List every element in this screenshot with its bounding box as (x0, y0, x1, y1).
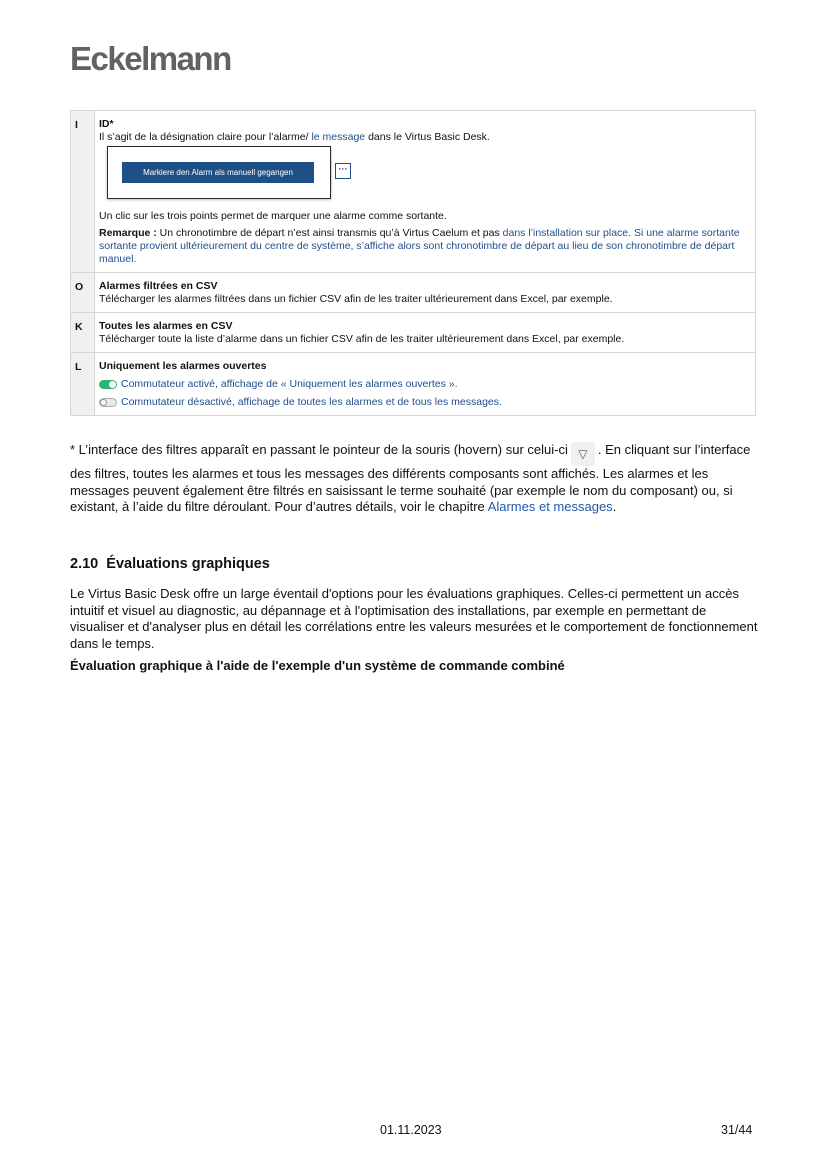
remark: Remarque : Un chronotimbre de départ n’est ainsi transmis qu’à Virtus Caelum et pas dans l’installation sur place. Si une alarme sortante sortante provient ultérieurement du centre de système, s’affiche alors sont chronotimbre de départ au lieu de son chronotimbre de départ manuel. (99, 227, 740, 265)
legend-key: K (71, 313, 95, 353)
toggle-off-line: Commutateur désactivé, affichage de toutes les alarmes et de tous les messages. (99, 396, 749, 409)
alarms-messages-link[interactable]: Alarmes et messages (487, 499, 613, 514)
footer-page-number: 31/44 (721, 1123, 753, 1137)
legend-key: O (71, 273, 95, 313)
footnote-paragraph: * L’interface des filtres apparaît en passant le pointeur de la souris (hovern) sur celui-ci ▽ . En cliquant sur l’interface des filtres, toutes les alarmes et tous les messages des différents composants sont affichés. Les alarmes et les messages peuvent également être filtrés en saisissant le terme souhaité (par exemple le nom du composant) ou, si existant, à l’aide du filtre déroulant. Pour d’autres détails, voir le chapitre Alarmes et messages. (70, 442, 751, 514)
embedded-screenshot (107, 146, 369, 204)
legend-row-k (71, 313, 756, 353)
more-options-button[interactable]: ··· (335, 163, 351, 179)
message-link[interactable]: le message (311, 131, 366, 143)
legend-description: Il s’agit de la désignation claire pour l’alarme/ le message dans le Virtus Basic Desk. (99, 131, 490, 143)
legend-row-i (71, 111, 756, 273)
toggle-off-icon (99, 398, 117, 407)
legend-title: Alarmes filtrées en CSV (99, 280, 218, 292)
company-logo: Eckelmann (70, 40, 231, 77)
toggle-on-icon (99, 380, 117, 389)
toggle-on-line: Commutateur activé, affichage de « Uniquement les alarmes ouvertes ». (99, 378, 749, 391)
legend-title: Uniquement les alarmes ouvertes (99, 360, 267, 372)
section-body: Le Virtus Basic Desk offre un large éventail d'options pour les évaluations graphiques. Celles-ci permettent un accès intuitif et visuel au diagnostic, au dépannage et à l'optimisation des installations, par exemple en permettant de visualiser et d'analyser plus en détail les corrélations entre les valeurs mesurées et le comportement de fonctionnement dans le temps. (70, 586, 758, 651)
legend-key: I (71, 111, 95, 273)
legend-description: Télécharger les alarmes filtrées dans un fichier CSV afin de les traiter ultérieurement dans Excel, par exemple. (99, 293, 613, 305)
filter-icon: ▽ (571, 442, 595, 466)
legend-table (70, 110, 756, 416)
mark-alarm-gone-button[interactable]: Markiere den Alarm als manuell gegangen (122, 162, 314, 183)
legend-key: L (71, 353, 95, 416)
footer-date: 01.11.2023 (380, 1123, 442, 1137)
legend-title: Toutes les alarmes en CSV (99, 320, 233, 332)
section-subheading: Évaluation graphique à l'aide de l'exemple d'un système de commande combiné (70, 658, 565, 673)
legend-row-l (71, 353, 756, 416)
legend-title-id: ID* (99, 118, 114, 130)
legend-description: Un clic sur les trois points permet de marquer une alarme comme sortante. (99, 210, 447, 222)
mark-alarm-popup (107, 146, 331, 199)
legend-row-o (71, 273, 756, 313)
section-heading: 2.10 Évaluations graphiques (70, 556, 270, 572)
legend-description: Télécharger toute la liste d’alarme dans un fichier CSV afin de les traiter ultérieurement dans Excel, par exemple. (99, 333, 625, 345)
